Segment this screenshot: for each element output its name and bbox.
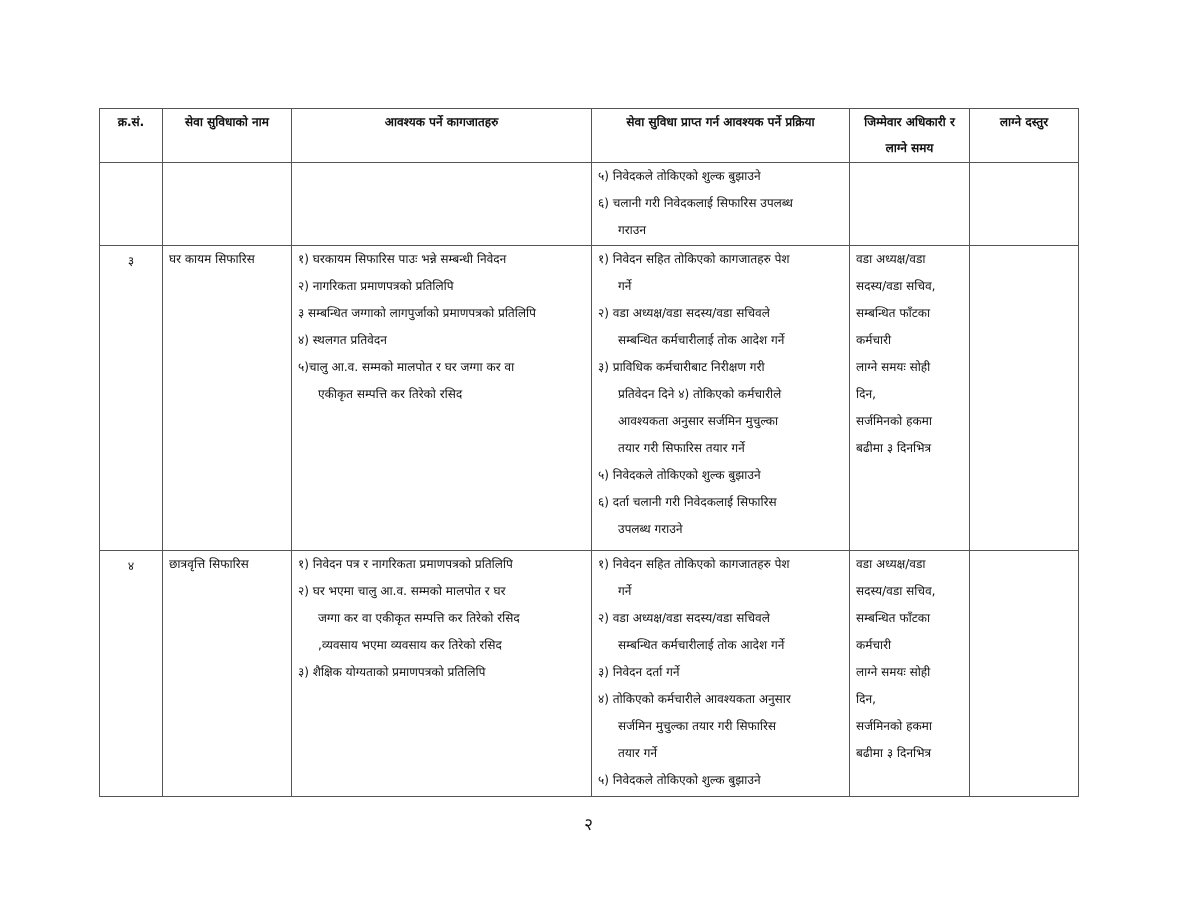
row-documents (292, 246, 592, 551)
table-row (100, 551, 1079, 797)
officer-line: सर्जमिनको हकमा (856, 414, 932, 428)
process-step: सम्बन्धित कर्मचारीलाई तोक आदेश गर्ने (618, 638, 785, 652)
document-item: ३) शैक्षिक योग्यताको प्रमाणपत्रको प्रतिलिपि (298, 665, 486, 679)
officer-line: सदस्य/वडा सचिव, (856, 584, 936, 598)
document-item: १) घरकायम सिफारिस पाउः भन्ने सम्बन्धी निवेदन (298, 252, 507, 266)
process-step: उपलब्ध गराउने (618, 522, 683, 536)
process-step: ३) प्राविधिक कर्मचारीबाट निरीक्षण गरी (598, 360, 765, 374)
table-row (100, 246, 1079, 551)
officer-line: सम्बन्धित फाँटका (856, 611, 931, 625)
process-step: आवश्यकता अनुसार सर्जमिन मुचुल्का (618, 414, 779, 428)
document-item: १) निवेदन पत्र र नागरिकता प्रमाणपत्रको प्रतिलिपि (298, 557, 513, 571)
process-step: गर्ने (618, 279, 632, 293)
row-service-name: छात्रवृत्ति सिफारिस (163, 551, 292, 797)
header-officer-time: जिम्मेवार अधिकारी र लाग्ने समय (850, 109, 970, 163)
officer-line: बढीमा ३ दिनभित्र (856, 441, 932, 455)
row-officer (850, 163, 970, 246)
process-step: तयार गर्ने (618, 746, 658, 760)
process-step: सम्बन्धित कर्मचारीलाई तोक आदेश गर्ने (618, 333, 785, 347)
officer-line: लाग्ने समयः सोही (856, 360, 931, 374)
row-officer (850, 551, 970, 797)
process-step: २) वडा अध्यक्ष/वडा सदस्य/वडा सचिवले (598, 306, 770, 320)
row-fee (970, 163, 1079, 246)
process-step: १) निवेदन सहित तोकिएको कागजातहरु पेश (598, 252, 790, 266)
process-step: सर्जमिन मुचुल्का तयार गरी सिफारिस (618, 719, 777, 733)
row-service-name (163, 163, 292, 246)
row-sn: ४ (100, 551, 163, 797)
officer-line: सम्बन्धित फाँटका (856, 306, 931, 320)
table-header-row (100, 109, 1079, 163)
document-item: ४) स्थलगत प्रतिवेदन (298, 333, 387, 347)
table-row (100, 163, 1079, 246)
officer-line: दिन, (856, 692, 876, 706)
process-step: २) वडा अध्यक्ष/वडा सदस्य/वडा सचिवले (598, 611, 770, 625)
process-step: ६) दर्ता चलानी गरी निवेदकलाई सिफारिस (598, 495, 777, 509)
document-item: २) घर भएमा चालु आ.व. सम्मको मालपोत र घर (298, 584, 506, 598)
process-step: ५) निवेदकले तोकिएको शुल्क बुझाउने (598, 773, 761, 787)
row-process (592, 551, 850, 797)
row-service-name: घर कायम सिफारिस (163, 246, 292, 551)
row-sn: ३ (100, 246, 163, 551)
process-step: गर्ने (618, 584, 632, 598)
row-documents (292, 163, 592, 246)
document-item: ३ सम्बन्धित जग्गाको लागपुर्जाको प्रमाणपत्रको प्रतिलिपि (298, 306, 536, 320)
row-process (592, 246, 850, 551)
row-fee (970, 246, 1079, 551)
officer-line: लाग्ने समयः सोही (856, 665, 931, 679)
document-item: २) नागरिकता प्रमाणपत्रको प्रतिलिपि (298, 279, 454, 293)
row-documents (292, 551, 592, 797)
officer-line: दिन, (856, 387, 876, 401)
process-step: ६) चलानी गरी निवेदकलाई सिफारिस उपलब्ध (598, 196, 793, 210)
officer-line: वडा अध्यक्ष/वडा (856, 252, 926, 266)
officer-line: कर्मचारी (856, 333, 892, 347)
header-process: सेवा सुविधा प्राप्त गर्न आवश्यक पर्ने प्रक्रिया (592, 109, 850, 163)
document-item: एकीकृत सम्पत्ति कर तिरेको रसिद (318, 387, 463, 401)
row-officer (850, 246, 970, 551)
process-step: ५) निवेदकले तोकिएको शुल्क बुझाउने (598, 468, 761, 482)
officer-line: सदस्य/वडा सचिव, (856, 279, 936, 293)
process-step: तयार गरी सिफारिस तयार गर्ने (618, 441, 745, 455)
process-step: ४) तोकिएको कर्मचारीले आवश्यकता अनुसार (598, 692, 791, 706)
process-step: १) निवेदन सहित तोकिएको कागजातहरु पेश (598, 557, 790, 571)
officer-line: सर्जमिनको हकमा (856, 719, 932, 733)
header-service-name: सेवा सुविधाको नाम (163, 109, 292, 163)
document-item: ,व्यवसाय भएमा व्यवसाय कर तिरेको रसिद (318, 638, 502, 652)
process-step: प्रतिवेदन दिने ४) तोकिएको कर्मचारीले (618, 387, 782, 401)
row-process (592, 163, 850, 246)
document-item: जग्गा कर वा एकीकृत सम्पत्ति कर तिरेको रसिद (318, 611, 520, 625)
document-item: ५)चालु आ.व. सम्मको मालपोत र घर जग्गा कर वा (298, 360, 515, 374)
process-step: ३) निवेदन दर्ता गर्ने (598, 665, 680, 679)
officer-line: वडा अध्यक्ष/वडा (856, 557, 926, 571)
process-step: ५) निवेदकले तोकिएको शुल्क बुझाउने (598, 169, 761, 183)
header-fee: लाग्ने दस्तुर (970, 109, 1079, 163)
header-sn: क्र.सं. (100, 109, 163, 163)
row-sn (100, 163, 163, 246)
process-step: गराउन (618, 223, 647, 237)
citizen-charter-table (99, 108, 1079, 797)
header-documents: आवश्यक पर्ने कागजातहरु (292, 109, 592, 163)
officer-line: कर्मचारी (856, 638, 892, 652)
row-fee (970, 551, 1079, 797)
page-number: २ (584, 815, 593, 835)
officer-line: बढीमा ३ दिनभित्र (856, 746, 932, 760)
